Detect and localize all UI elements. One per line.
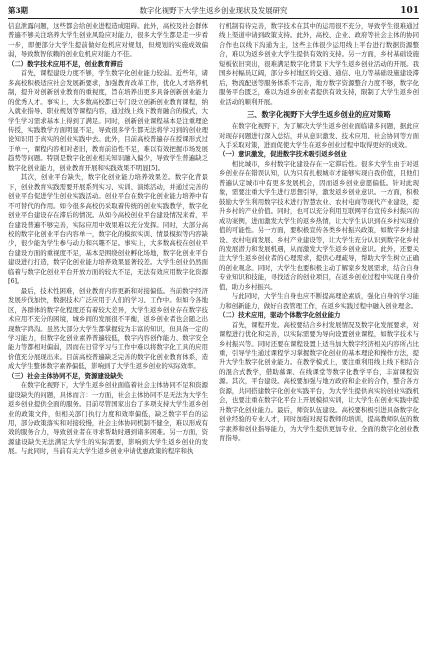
- page-header: [8, 4, 419, 19]
- paragraph: 首先，课程开发。高校要结合乡村发展情况及数字化发展要求，对课程进行优化和完善，以实际需要为导向设置创业课程，如数字技术与乡村振兴等。同时还要在课程设置上适当加大数字经济相关内容所占比重，引导学生通过课程学习掌握数字化创业的基本理论和操作方法，提升大学生数字化创业能力。在教学模式上，要注重利用线上线下相结合的混合式教学，借助慕课、在线课堂等数字化教学平台，丰富课程资源。其次，平台建设。高校要加强与地方政府和企业的合作，整合各方资源，共同搭建数字化创业实践平台，为大学生提供真实的创业实践机会，也要注重在数字化平台上开展模拟实训，让大学生在创业实践中提升数字化创业能力。最后，师资队伍建设。高校要积极引进具备数字化创业经验的专业人才，同时加强对现有教师的培训，提高教师队伍的数字素养和创业指导能力，为大学生提供更加专业、全面的数字化创业教育指导。: [219, 320, 419, 443]
- subsection-heading: （一）意识激发，促进数字技术吸引返乡创业: [219, 150, 347, 159]
- subsection-heading: （二）技术应用，驱动个体数字化创业能力: [219, 311, 341, 320]
- paragraph: 首先，课程建设力度不够，学生数字化创业能力较弱。近些年，诸多高校积极适应社会发展新要求，加强教育改革工作，优化人才培养机制，提升对创新创业教育的重视度，旨在培养出更多具备创新创业能力的优秀人才。事实上，大多数高校都已专门设立创新创业教育课程，纳入就业指导、职业规划等课程内容，通过线上线下教育融合的模式，大学生学习需求基本上得到了满足。同时，创新创业课程基本是注重理论传授，实践教学方面明显不足，导致很多学生都无法将学习到的创业理论知识用于真实的创业实践中去。此外，目前高校普遍存在授课形式过于单一，课程内容相对老旧，教育前沿性不足，难以有效把握市场发展趋势等问题。特别是数字化创业相关知识融入偏少，导致学生普遍缺乏数字化创业能力，创业教育开展和实践效果不明显[5]。: [8, 69, 208, 172]
- paragraph: 信息泄露问题，这些都会给创业进程造成阻碍。此外，高校及社会群体普遍不够关注培养大学生创业风险应对能力，很多大学生都是走一步看一步，即便部分大学生提前做好危机应对规划，但规划的实施成效偏弱，导致数智依赖的创业危机应对能力不佳。: [8, 22, 208, 59]
- right-column: [219, 22, 419, 644]
- issue-number: 第3期: [8, 6, 28, 15]
- subsection-heading: （三）社会主体协同不足，资源建设缺失: [8, 371, 124, 380]
- paragraph: 与此同时，大学生自身也应不断提高理论素质，强化自身的学习能力和创新能力，做好自我管理工作，在返乡实践过程中融入创业理念。: [219, 292, 419, 310]
- running-title: 数字化视野下大学生返乡创业现状及发展研究: [139, 6, 288, 15]
- paragraph: 其次，创业平台缺失，数字化创业能力培养效果差。数字化背景下，创业教育实践需要开展系列实习、实训、演练活动，并通过完善的创业平台促进学生创业实践活动。创业平台在数字化创业能力培养中有不可替代的作用。如今很多高校仍采取着传统的创业实践教学，数字化创业平台建设存在滞后的情况。从如今高校创业平台建设情况来看，平台建设普遍不够完善，实际应用中效果难以充分发挥。同时，大部分高校的数字化创业平台内容单一，数字化的模拟实训、情景模拟等内容缺少，很少能为学生参与动力和兴趣不足。事实上，大多数高校在创业平台建设方面的重视度不足，基本是围绕创业孵化场地，数字化创业平台建设进行打造，数字化创业能力培养效果显著较差。大学生创业仍然面临着与数字化创业平台开放方面的较大不足，无法有效应用数字化资源[6]。: [8, 173, 208, 286]
- section-heading: 三、数字化视野下大学生返乡创业的应对策略: [247, 110, 391, 120]
- paragraph: 行机制有待完善，数字技术在其中的运用很不充分，导致学生很难通过线上渠道申请到政策支持。此外，高校、企业、政府等社会主体的协同合作也以线下沟通为主，这些主体很少运用线上平台进行数据资源整合，难以为返乡创业大学生提供有效的支持。另一方面，乡村基础设施短板依旧突出，很难满足数字化背景下大学生返乡创业活动的开展。我国乡村幅员辽阔，部分乡村地区的交通、通信、电力等基础设施建设滞后，物流配送等服务体系不完善，地方数字资源整合力度不够，数字化服务平台匮乏，难以为返乡创业者提供有效支持，限制了大学生返乡创业活动的顺利开展。: [219, 22, 419, 106]
- paragraph: 在数字化视野下，大学生返乡创业面临着社会主体协同不足和资源建设缺失的问题，具体而言：一方面，社会主体协同不足无法为大学生返乡创业提供全面的服务。目前尽管国家出台了多项支持大学生返乡创业的政策文件，但相关部门执行力度和效率偏低，缺乏数字平台的运用，部分政策落实和对接较慢，社会主体协同机制不健全，难以形成有效的服务合力，导致创业者在寻求帮助时遇到诸多困难。另一方面，资源建设缺失无法满足大学生的实际需要，影响到大学生返乡创业的发展。与此同时，当前有关大学生返乡创业申请优惠政策的程序和执: [8, 381, 208, 456]
- paragraph: 相比城市，乡村数字化建设存在一定滞后性。很多大学生由于对返乡创业存在错误认知，认为只有扎根城市才能够实现自我价值，且他们普遍认定城市中有更多发展机会，因而返乡创业意愿偏低。针对此现象，需要注重大学生进行思想引导，激发返乡创业意识。一方面，积极鼓励大学生利用数字技术进行智慧农业、农村电商等现代产业建设，提升乡村的产业价值。同时，也可以充分利用互联网平台宣传乡村振兴的成功案例，进而激发大学生的返乡热情，让大学生认识到在乡村实现价值的可能性。另一方面，要积极宣传各类乡村振兴政策，如数字乡村建设、农村电商发展、乡村产业建设等，让大学生充分认识到数字化乡村的发展潜力和发展机遇，从而激发大学生返乡创业意识。此外，还要关注大学生返乡创业者的心理需求，提供心理疏导，帮助大学生树立正确的创业观念。同时，大学生也要积极主动了解家乡发展需求，结合自身专业知识和技能，寻找适合的创业项目，在返乡创业过程中实现自身价值，助力乡村振兴。: [219, 159, 419, 291]
- page-number: 101: [400, 6, 419, 16]
- left-column: [8, 22, 208, 644]
- paragraph: 在数字化视野下，为了解决大学生返乡创业面临诸多问题，据此应对现存问题进行深入总结，并从意识激发、技术应用、社会协同等方面入手采取对策，进而促使大学生在返乡创业过程中取得更好的成效。: [219, 122, 419, 149]
- subsection-heading: （二）数字技术应用不足，创业教育滞后: [8, 59, 124, 68]
- paragraph: 最后，技术性困难，创业教育内容更新和对接偏低。当前数字经济发展步伐加快，数据技术广泛应用于人们的学习、工作中。但如今各地区，各群体的数字化程度还有着较大差异，大学生返乡创业存在数字技术应用不充分的困境，城乡间的发展很不平衡，返乡创业者也会随之出现数字鸿沟。虽然大部分大学生都掌握较为丰富的知识，但具备一定的学习能力，但数字化创业素养普遍较低，数字内容创作能力、数字安全能力等都相对偏弱，因而在日常学习与工作中难以将数字化工具的应用价值充分展现出来。目前高校普遍缺乏完善的数字化创业教育体系，造成大学生整体数字素养偏低，影响到了大学生返乡创业的实际效率。: [8, 286, 208, 371]
